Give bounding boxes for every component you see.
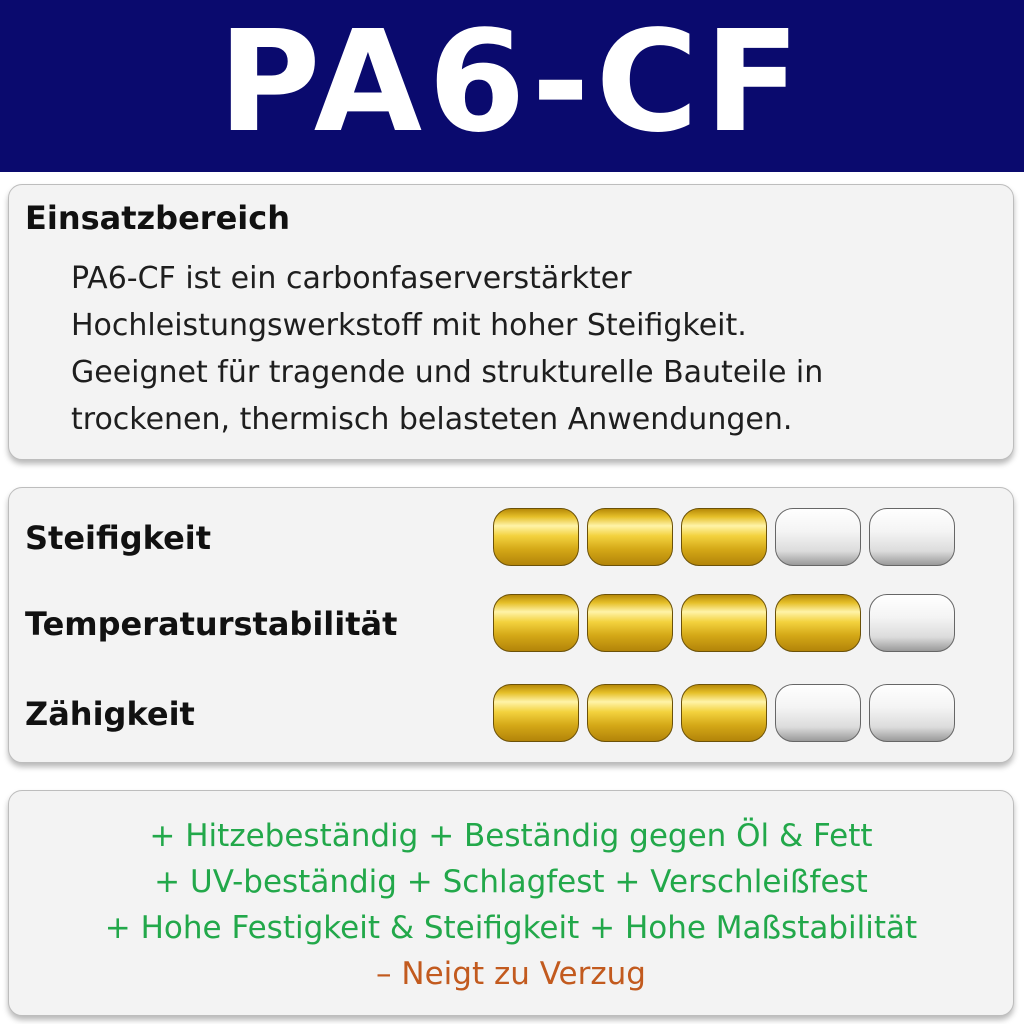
rating-pill-filled <box>587 594 673 652</box>
rating-pill-empty <box>869 508 955 566</box>
rating-row-zaehigkeit <box>25 682 995 746</box>
description-line: trockenen, thermisch belasteten Anwendungen. <box>71 402 793 437</box>
properties-card <box>8 790 1014 1016</box>
rating-pill-empty <box>869 594 955 652</box>
rating-meter <box>493 684 955 742</box>
rating-row-temperaturstabilitaet <box>25 592 995 656</box>
description-line: Geeignet für tragende und strukturelle Bauteile in <box>71 355 824 390</box>
rating-row-steifigkeit <box>25 506 995 570</box>
rating-meter <box>493 594 955 652</box>
property-line-positive: + Hohe Festigkeit & Steifigkeit + Hohe Maßstabilität <box>104 910 918 946</box>
description-line: Hochleistungswerkstoff mit hoher Steifigkeit. <box>71 308 747 343</box>
rating-pill-filled <box>493 508 579 566</box>
header-banner <box>0 0 1024 172</box>
rating-pill-empty <box>775 508 861 566</box>
rating-label: Temperaturstabilität <box>25 605 398 643</box>
rating-pill-filled <box>775 594 861 652</box>
rating-pill-filled <box>587 684 673 742</box>
description-text <box>71 255 971 443</box>
rating-pill-filled <box>681 594 767 652</box>
property-line-positive: + Hitzebeständig + Beständig gegen Öl & Fett <box>149 818 873 854</box>
description-line: PA6-CF ist ein carbonfaserverstärkter <box>71 261 632 296</box>
rating-pill-filled <box>681 508 767 566</box>
rating-pill-filled <box>493 594 579 652</box>
description-heading: Einsatzbereich <box>25 199 290 237</box>
property-line-positive: + UV-beständig + Schlagfest + Verschleißfest <box>154 864 868 900</box>
description-card <box>8 184 1014 460</box>
material-title: PA6-CF <box>217 1 806 164</box>
rating-pill-filled <box>681 684 767 742</box>
property-line-negative: – Neigt zu Verzug <box>376 956 646 992</box>
rating-meter <box>493 508 955 566</box>
rating-pill-filled <box>493 684 579 742</box>
rating-pill-empty <box>775 684 861 742</box>
properties-list <box>9 813 1013 997</box>
rating-pill-empty <box>869 684 955 742</box>
rating-label: Steifigkeit <box>25 519 212 557</box>
rating-pill-filled <box>587 508 673 566</box>
ratings-card <box>8 487 1014 763</box>
rating-label: Zähigkeit <box>25 695 195 733</box>
